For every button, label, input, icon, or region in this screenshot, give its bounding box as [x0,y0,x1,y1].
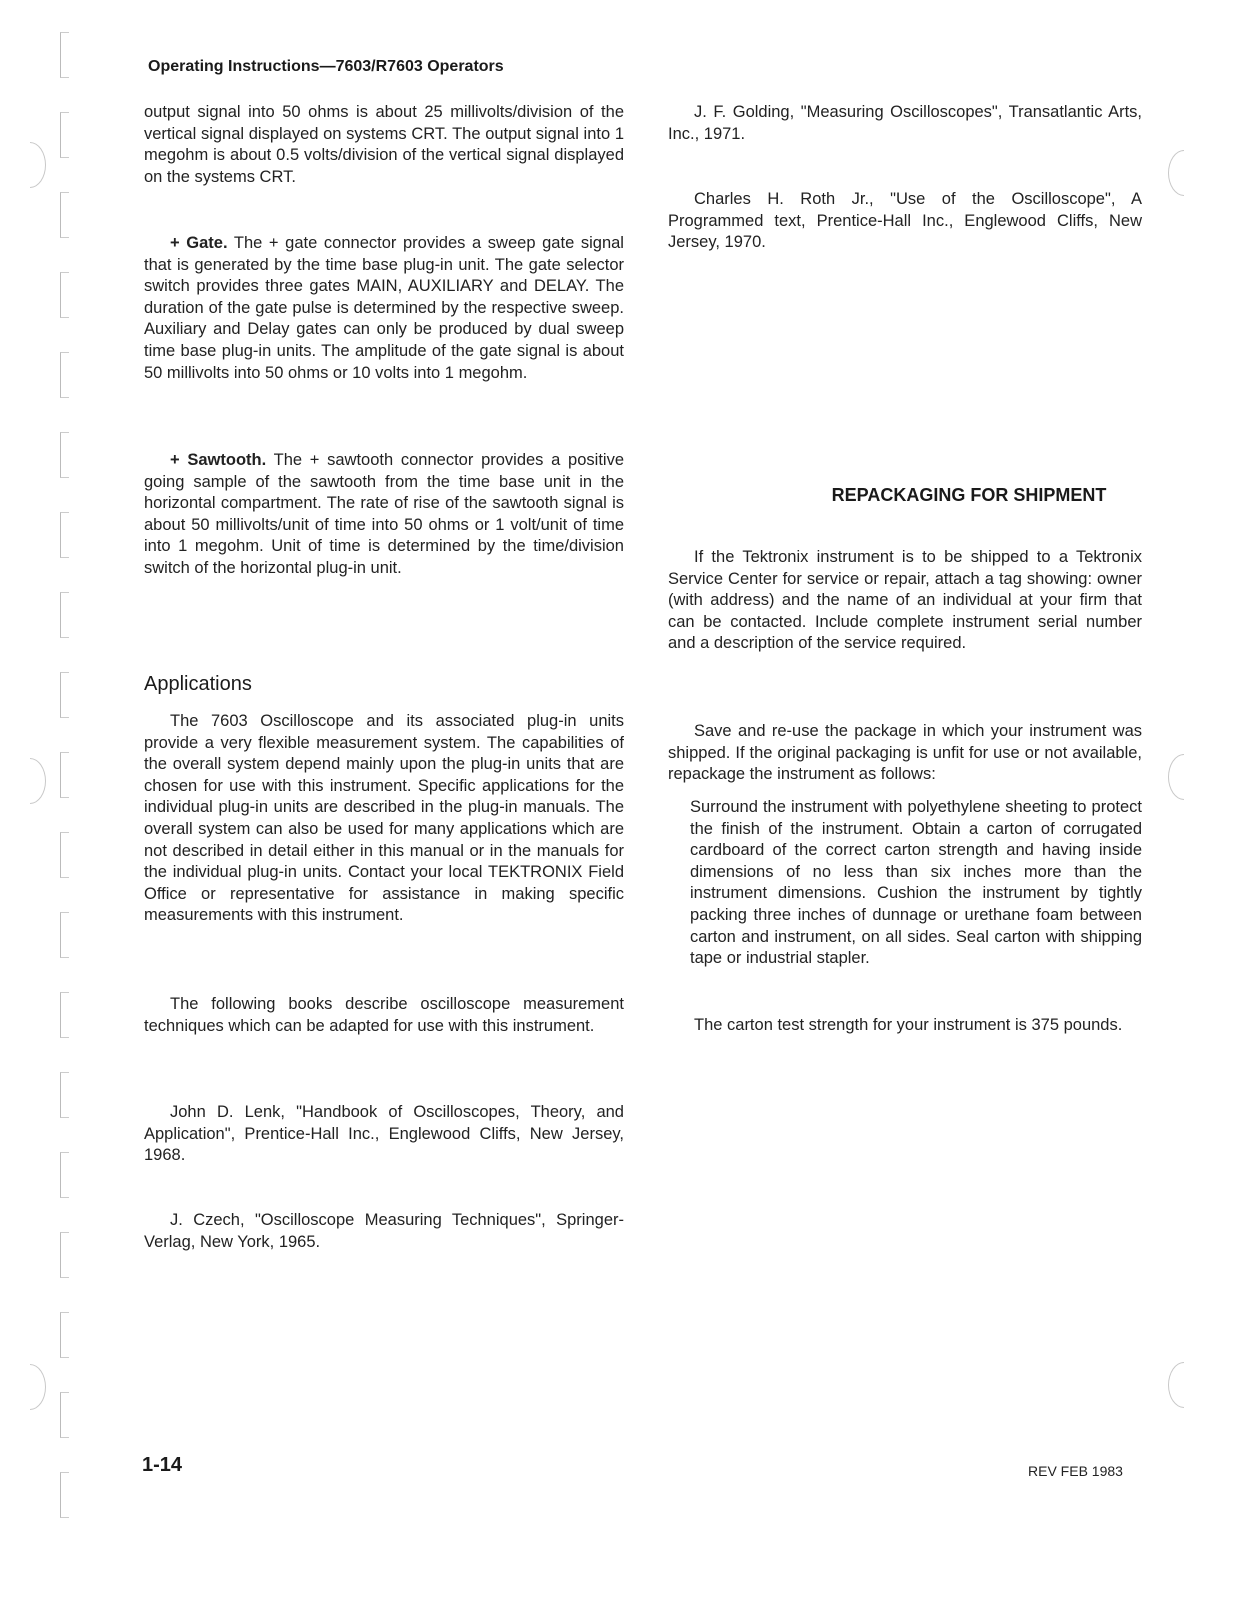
running-header: Operating Instructions—7603/R7603 Operators [148,58,504,75]
binding-mark [60,192,69,238]
reference-czech: J. Czech, "Oscilloscope Measuring Techniques", Springer-Verlag, New York, 1965. [144,1211,624,1251]
gate-paragraph [144,233,624,384]
repackaging-instructions-paragraph: Surround the instrument with polyethylene sheeting to protect the finish of the instrument. Obtain a carton of corrugated cardboard of the correct carton strength and having inside dimensions of no less than six inches more than the instrument dimensions. Cushion the instrument by tightly packing three inches of dunnage or urethane foam between carton and instrument, on all sides. Seal carton with shipping tape or industrial stapler. [690,798,1142,968]
sawtooth-paragraph [144,450,624,580]
applications-paragraph: The 7603 Oscilloscope and its associated plug-in units provide a very flexible measurement system. The capabilities of the overall system depend mainly upon the plug-in units that are chosen for use with this instrument. Specific applications for the individual plug-in units are described in the plug-in manuals. The overall system can also be used for many applications which are not described in detail either in this manual or in the manuals for the individual plug-in units. Contact your local TEKTRONIX Field Office or representative for assistance in making specific measurements with this instrument. [144,712,624,925]
applications-heading: Applications [144,673,252,695]
repackaging-tag-paragraph: If the Tektronix instrument is to be shipped to a Tektronix Service Center for service or repair, attach a tag showing: owner (with address) and the name of an individual at your firm that can be contacted. Include complete instrument serial number and a description of the service required. [668,548,1142,653]
binding-mark [60,1392,69,1438]
repackaging-reuse-paragraph: Save and re-use the package in which your instrument was shipped. If the original packaging is unfit for use or not available, repackage the instrument as follows: [668,722,1142,784]
repackaging-heading: REPACKAGING FOR SHIPMENT [831,485,1107,505]
binding-mark [60,752,69,798]
reference-roth: Charles H. Roth Jr., "Use of the Oscilloscope", A Programmed text, Prentice-Hall Inc., Englewood Cliffs, New Jersey, 1970. [668,190,1142,252]
sawtooth-text: The + sawtooth connector provides a positive going sample of the sawtooth from the time base unit in the horizontal compartment. The rate of rise of the sawtooth signal is about 50 millivolts/unit of time into 50 ohms or 1 volt/unit of time into 1 megohm. Unit of time is determined by the time/division switch of the horizontal plug-in unit. [144,451,624,577]
page-number: 1-14 [142,1454,183,1476]
binding-mark [60,512,69,558]
punch-hole-shadow [14,142,46,188]
binding-mark [60,1152,69,1198]
binding-mark [60,1312,69,1358]
revision-date: REV FEB 1983 [1028,1463,1123,1479]
binding-mark [60,272,69,318]
binding-mark [60,1232,69,1278]
binding-mark [60,912,69,958]
binding-mark [60,1072,69,1118]
binding-mark [60,352,69,398]
carton-strength-paragraph: The carton test strength for your instrument is 375 pounds. [694,1016,1123,1034]
binding-mark [60,592,69,638]
binding-mark [60,992,69,1038]
binding-mark [60,432,69,478]
gate-text: The + gate connector provides a sweep gate signal that is generated by the time base plug-in unit. The gate selector switch provides three gates MAIN, AUXILIARY and DELAY. The duration of the gate pulse is determined by the respective sweep. Auxiliary and Delay gates can only be produced by dual sweep time base plug-in units. The amplitude of the gate signal is about 50 millivolts into 50 ohms or 10 volts into 1 megohm. [144,234,624,382]
binding-mark [60,32,69,78]
punch-hole-shadow [14,758,46,804]
binding-mark [60,832,69,878]
punch-hole-shadow [1168,150,1200,196]
punch-hole-shadow [1168,1362,1200,1408]
reference-lenk: John D. Lenk, "Handbook of Oscilloscopes, Theory, and Application", Prentice-Hall Inc., Englewood Cliffs, New Jersey, 1968. [144,1103,624,1165]
output-signal-paragraph: output signal into 50 ohms is about 25 millivolts/division of the vertical signal displayed on systems CRT. The output signal into 1 megohm is about 0.5 volts/division of the vertical signal displayed on the systems CRT. [144,103,624,186]
books-intro-paragraph: The following books describe oscilloscope measurement techniques which can be adapted for use with this instrument. [144,995,624,1035]
gate-lead: + Gate. [170,234,228,252]
punch-hole-shadow [1168,754,1200,800]
binding-mark [60,112,69,158]
binding-mark [60,672,69,718]
binding-mark [60,1472,69,1518]
punch-hole-shadow [14,1364,46,1410]
sawtooth-lead: + Sawtooth. [170,451,267,469]
reference-golding: J. F. Golding, "Measuring Oscilloscopes", Transatlantic Arts, Inc., 1971. [668,103,1142,143]
